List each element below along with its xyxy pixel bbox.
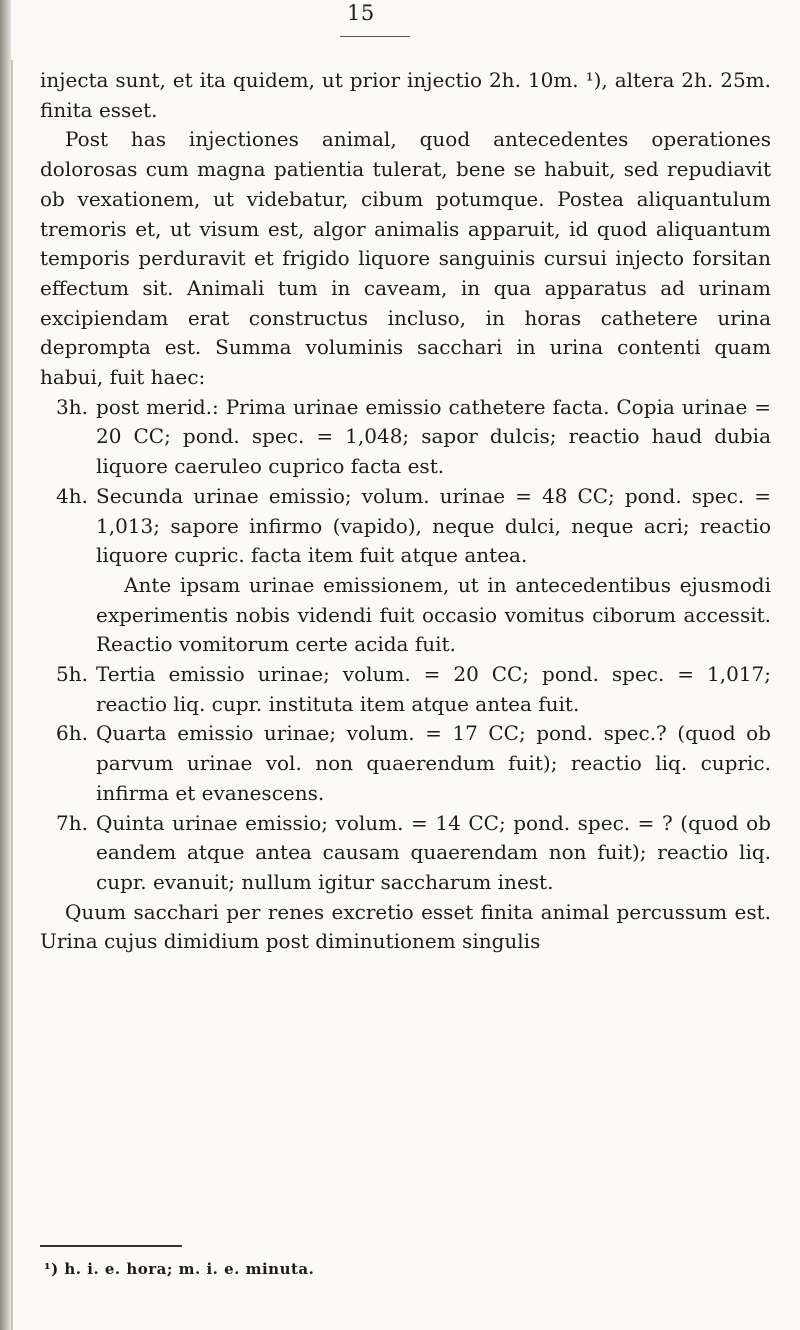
- entry-time: 7h.: [56, 810, 88, 835]
- entry-6h: [40, 719, 771, 808]
- footnote-rule: [40, 1245, 182, 1247]
- entry-3h: [40, 393, 771, 482]
- entry-7h: [40, 809, 771, 898]
- entry-time: 5h.: [56, 662, 88, 687]
- paragraph-observation: Post has injectiones animal, quod antecedentes operationes dolorosas cum magna patientia tulerat, bene se habuit, sed repudiavit ob vexationem, ut videbatur, cibum potumque. Postea aliquantulum tremoris et, ut visum est, algor animalis apparuit, id quod aliquantum temporis perduravit et frigido liquore sanguinis cursui injecto forsitan effectum sit. Animali tum in caveam, in qua apparatus ad urinam excipiendam erat constructus incluso, in horas cathetere urina deprompta est. Summa voluminis sacchari in urina contenti quam habui, fuit haec:: [40, 127, 771, 390]
- entry-time: 4h.: [56, 483, 88, 508]
- page-binding-edge: [0, 0, 11, 1330]
- entry-text: Quinta urinae emissio; volum. = 14 CC; pond. spec. = ? (quod ob eandem atque antea causam quaerendam non fuit); reactio liq. cupr. evanuit; nullum igitur saccharum inest.: [96, 810, 771, 894]
- entry-time: 6h.: [56, 721, 88, 746]
- page-number: 15: [347, 1, 375, 25]
- entry-time: 3h.: [56, 394, 88, 419]
- footnote: ¹) h. i. e. hora; m. i. e. minuta.: [44, 1260, 315, 1278]
- entry-text: Quarta emissio urinae; volum. = 17 CC; pond. spec.? (quod ob parvum urinae vol. non quaerendum fuit); reactio liq. cupric. infirma et evanescens.: [96, 721, 771, 805]
- page-number-rule: [340, 36, 410, 37]
- entry-vomitus: [40, 571, 771, 660]
- paragraph-closing: Quum sacchari per renes excretio esset finita animal percussum est. Urina cujus dimidium post diminutionem singulis: [40, 899, 771, 954]
- entry-text: Tertia emissio urinae; volum. = 20 CC; pond. spec. = 1,017; reactio liq. cupr. instituta item atque antea fuit.: [96, 662, 771, 716]
- entry-5h: [40, 660, 771, 719]
- entry-text: Secunda urinae emissio; volum. urinae = 48 CC; pond. spec. = 1,013; sapore infirmo (vapido), neque dulci, neque acri; reactio liquore cupric. facta item fuit atque antea.: [96, 483, 771, 568]
- entry-4h: [40, 482, 771, 571]
- entry-text: post merid.: Prima urinae emissio cathetere facta. Copia urinae = 20 CC; pond. spec. = 1,048; sapor dulcis; reactio haud dubia liquore caeruleo cuprico facta est.: [96, 394, 771, 479]
- page-binding-shadow: [11, 60, 13, 1330]
- page-body: [40, 66, 771, 957]
- paragraph-continuation: injecta sunt, et ita quidem, ut prior injectio 2h. 10m. ¹), altera 2h. 25m. finita esset.: [40, 68, 771, 122]
- entry-text: Ante ipsam urinae emissionem, ut in antecedentibus ejusmodi experimentis nobis videndi fuit occasio vomitus ciborum accessit. Reactio vomitorum certe acida fuit.: [96, 572, 771, 657]
